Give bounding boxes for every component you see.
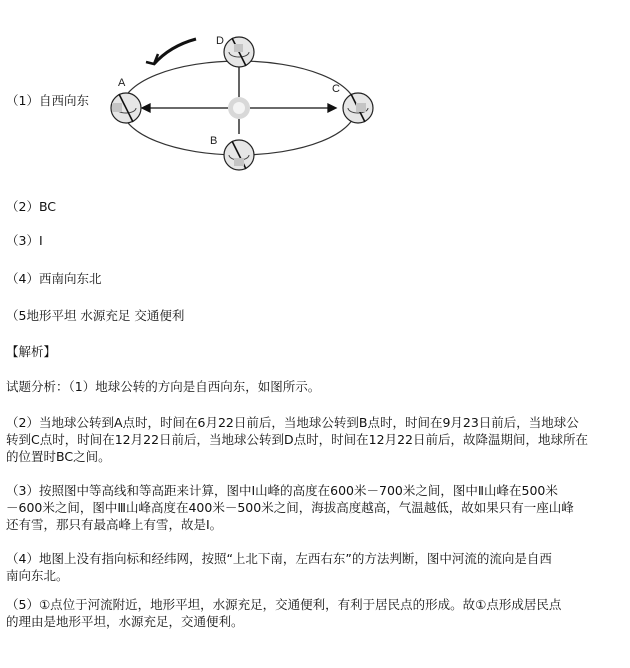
analysis-line: 南向东北。 [6,568,69,583]
label-c: C [332,83,340,95]
sun-icon [228,97,250,119]
answer-2: （2）BC [6,199,57,214]
analysis-para-5 [6,596,626,630]
earth-position-a [111,93,141,123]
earth-position-d [224,37,254,67]
analysis-heading: 【解析】 [6,344,57,359]
label-d: D [216,35,224,47]
analysis-line: 的位置时BC之间。 [6,449,111,464]
answer-1: （1）自西向东 [6,93,89,108]
analysis-line: 的理由是地形平坦，水源充足，交通便利。 [6,614,244,629]
label-b: B [210,135,218,147]
analysis-line: －600米之间，图中Ⅲ山峰高度在400米－500米之间，海拔高度越高，气温越低，故如果只有一座山峰 [6,500,574,515]
answer-5: （5地形平坦 水源充足 交通便利 [6,308,185,323]
answer-3: （3）Ⅰ [6,233,43,248]
analysis-line: 还有雪，那只有最高峰上有雪，故是Ⅰ。 [6,517,223,532]
analysis-line: （2）当地球公转到A点时，时间在6月22日前后，当地球公转到B点时，时间在9月23日前后，当地球公 [6,415,579,430]
analysis-line: （5）①点位于河流附近，地形平坦，水源充足，交通便利，有利于居民点的形成。故①点形成居民点 [6,597,562,612]
revolution-direction-arrow [154,39,196,64]
analysis-para-2 [6,414,626,465]
earth-position-c [343,93,373,123]
analysis-para-1: 试题分析：（1）地球公转的方向是自西向东，如图所示。 [6,379,321,394]
analysis-line: （3）按照图中等高线和等高距来计算，图中Ⅰ山峰的高度在600米－700米之间，图中Ⅱ山峰在500米 [6,483,558,498]
analysis-line: （4）地图上没有指向标和经纬网，按照“上北下南，左西右东”的方法判断，图中河流的流向是自西 [6,551,552,566]
analysis-line: 转到C点时，时间在12月22日前后，当地球公转到D点时，时间在12月22日前后，故降温期间，地球所在 [6,432,588,447]
earth-orbit-diagram [108,24,388,184]
label-a: A [118,77,126,89]
analysis-para-4 [6,550,626,584]
analysis-para-3 [6,482,626,533]
answer-4: （4）西南向东北 [6,271,102,286]
earth-position-b [224,140,254,170]
